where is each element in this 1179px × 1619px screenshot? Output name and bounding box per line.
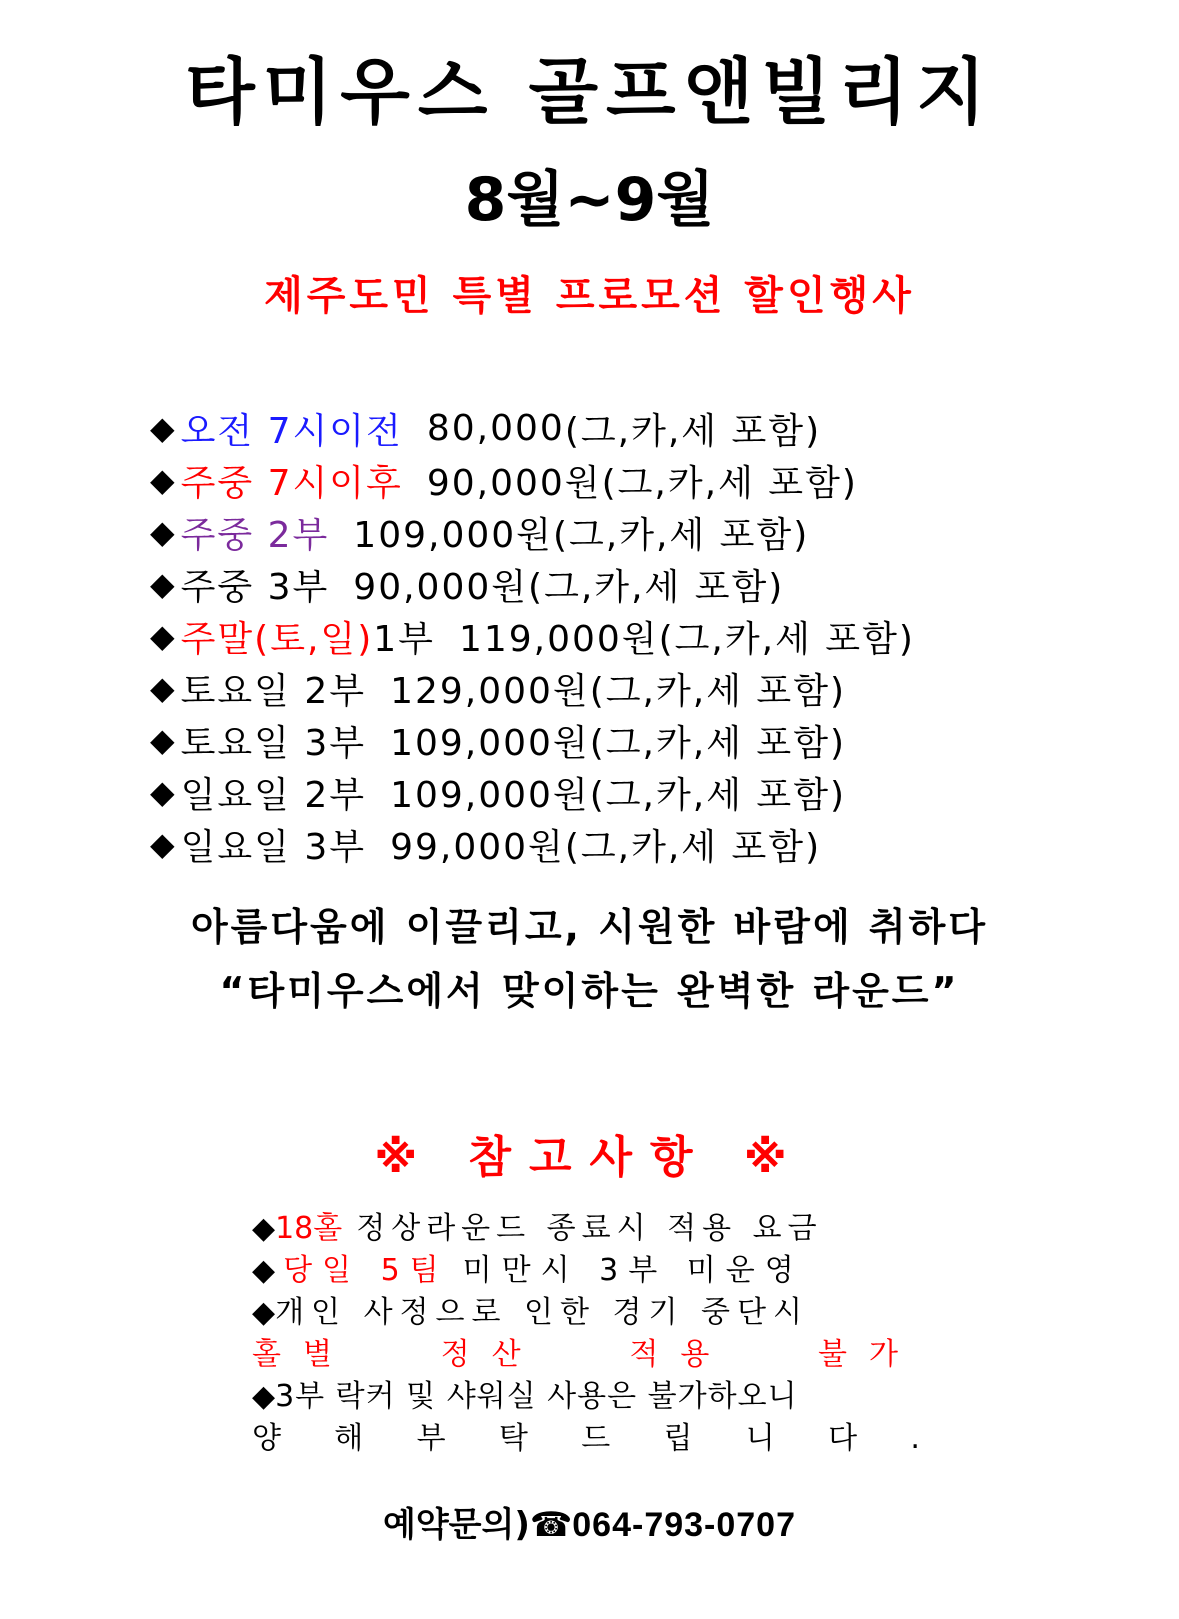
- diamond-bullet-icon: ◆: [150, 513, 177, 551]
- price-label: 일요일 2부: [180, 774, 367, 816]
- note-char: 드: [581, 1421, 611, 1456]
- price-item: [150, 662, 1030, 714]
- price-value: 109,000원: [353, 514, 553, 556]
- price-label: 토요일 3부: [180, 722, 367, 764]
- price-value: 90,000원: [426, 462, 602, 504]
- diamond-bullet-icon: ◆: [150, 721, 177, 759]
- price-value: 109,000원: [390, 722, 590, 764]
- price-label: 토요일 2부: [180, 670, 367, 712]
- diamond-bullet-icon: ◆: [252, 1211, 276, 1246]
- promotion-period: 8월~9월: [464, 165, 715, 235]
- diamond-bullet-icon: ◆: [150, 617, 177, 655]
- price-label: 오전 7시이전: [180, 410, 403, 452]
- note-highlight: 당일 5팀: [283, 1253, 449, 1288]
- note-char: 립: [663, 1421, 693, 1456]
- price-note: (그,카,세 포함): [589, 722, 847, 764]
- note-text: 3부 락커 및 샤워실 사용은 불가하오니: [275, 1379, 798, 1414]
- contact-info: [0, 1500, 1179, 1550]
- note-highlight: 18홀: [275, 1211, 343, 1246]
- note-word: 불가: [818, 1337, 920, 1372]
- diamond-bullet-icon: ◆: [150, 461, 177, 499]
- price-value: 90,000원: [353, 566, 529, 608]
- price-note: (그,카,세 포함): [658, 618, 915, 660]
- price-note: (그,카,세 포함): [552, 514, 810, 556]
- note-word: 홀별: [252, 1337, 354, 1372]
- note-row: [252, 1376, 920, 1418]
- tagline-line-1: 아름다움에 이끌리고, 시원한 바람에 취하다: [190, 905, 989, 949]
- price-label: 주중 3부: [180, 566, 330, 608]
- note-char: 부: [416, 1421, 446, 1456]
- price-item: [150, 714, 1030, 766]
- price-item: [150, 402, 1030, 454]
- note-row: [252, 1334, 920, 1376]
- page-title: 타미우스 골프앤빌리지: [185, 50, 994, 134]
- note-char: .: [910, 1421, 920, 1456]
- price-item: [150, 558, 1030, 610]
- diamond-bullet-icon: ◆: [150, 669, 177, 707]
- price-value: 99,000원: [390, 826, 565, 868]
- diamond-bullet-icon: ◆: [252, 1295, 276, 1330]
- price-label-suffix: 1부: [373, 618, 435, 660]
- diamond-bullet-icon: ◆: [150, 825, 177, 863]
- price-note: (그,카,세 포함): [589, 774, 847, 816]
- note-char: 탁: [498, 1421, 528, 1456]
- price-note: (그,카,세 포함): [564, 826, 822, 868]
- note-text: 개인 사정으로 인한 경기 중단시: [275, 1295, 809, 1330]
- price-list: [150, 402, 1030, 870]
- contact-label: 예약문의): [382, 1505, 530, 1545]
- price-item: [150, 506, 1030, 558]
- price-label: 주중 2부: [180, 514, 330, 556]
- price-value: 119,000원: [458, 618, 659, 660]
- note-word: 정산: [440, 1337, 543, 1372]
- diamond-bullet-icon: ◆: [252, 1253, 276, 1288]
- price-note: (그,카,세 포함): [528, 566, 785, 608]
- note-row: [252, 1208, 920, 1250]
- notes-title: ※ 참고사항 ※: [374, 1132, 805, 1183]
- price-item: [150, 610, 1030, 662]
- note-char: 니: [745, 1421, 775, 1456]
- note-row: [252, 1292, 920, 1334]
- diamond-bullet-icon: ◆: [252, 1379, 276, 1414]
- diamond-bullet-icon: ◆: [150, 409, 177, 447]
- note-char: 양: [252, 1421, 281, 1456]
- price-label: 주중 7시이후: [180, 462, 403, 504]
- price-item: [150, 818, 1030, 870]
- note-text: 미만시 3부 미운영: [462, 1253, 804, 1288]
- tagline-line-2: “타미우스에서 맞이하는 완벽한 라운드”: [219, 969, 960, 1013]
- note-text: 정상라운드 종료시 적용 요금: [356, 1211, 823, 1246]
- price-note: (그,카,세 포함): [601, 462, 858, 504]
- price-note: (그,카,세 포함): [589, 670, 847, 712]
- price-value: 80,000: [426, 407, 565, 449]
- price-value: 129,000원: [390, 670, 590, 712]
- price-item: [150, 454, 1030, 506]
- price-note: (그,카,세 포함): [564, 410, 822, 452]
- price-label: 일요일 3부: [180, 826, 367, 868]
- diamond-bullet-icon: ◆: [150, 565, 177, 603]
- note-row: [252, 1418, 920, 1460]
- promotion-subtitle: 제주도민 특별 프로모션 할인행사: [264, 273, 915, 319]
- notes-list: [252, 1208, 920, 1460]
- price-item: [150, 766, 1030, 818]
- note-word: 적용: [629, 1337, 732, 1372]
- phone-number: 064-793-0707: [572, 1506, 797, 1544]
- note-char: 해: [334, 1421, 364, 1456]
- note-row: [252, 1250, 920, 1292]
- price-value: 109,000원: [390, 774, 590, 816]
- price-label: 주말(토,일): [180, 618, 374, 660]
- diamond-bullet-icon: ◆: [150, 773, 177, 811]
- note-char: 다: [828, 1421, 858, 1456]
- phone-icon: ☎: [529, 1505, 573, 1545]
